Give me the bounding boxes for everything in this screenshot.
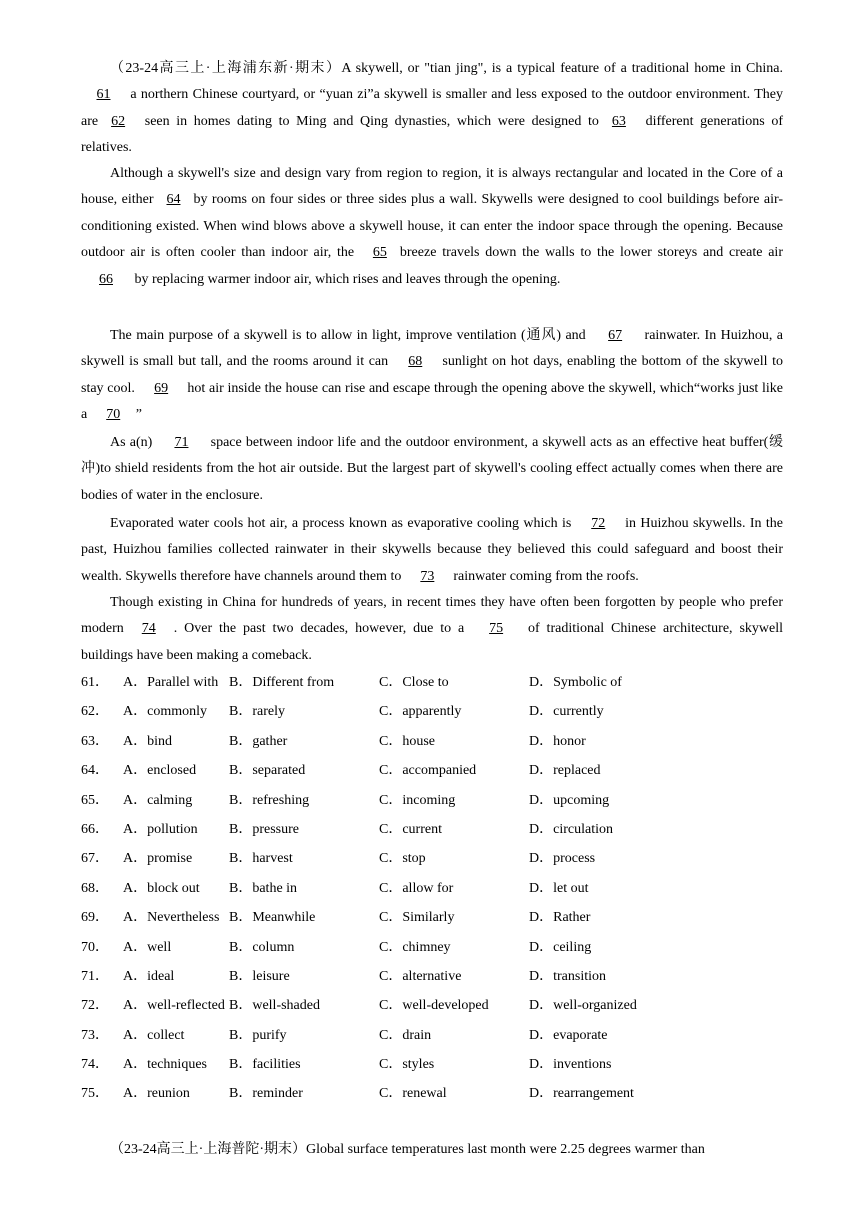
question-number: 65． [81,792,109,808]
text-run: Although a skywell's size and design vary from region to region, it is always rectangular and located in the Core of a house, either [81,166,783,208]
option-row-65 [81,791,783,820]
option-d: D．currently [529,704,604,720]
option-row-63 [81,732,783,761]
option-c: C．renewal [379,1086,447,1102]
text-run: Evaporated water cools hot air, a process known as evaporative cooling which is [110,516,576,531]
blank-67: 67 [608,328,623,343]
question-number: 63． [81,733,109,749]
option-row-64 [81,761,783,790]
blank-61: 61 [96,87,111,103]
question-number: 68． [81,880,109,896]
text-run: by replacing warmer indoor air, which rises and leaves through the opening. [131,271,561,287]
option-c: C．stop [379,851,426,867]
option-b: B．bathe in [229,880,298,896]
text-run: ” [135,407,142,423]
option-c: C．styles [379,1057,435,1073]
option-d: D．evaporate [529,1027,608,1043]
text-run: rainwater. In Huizhou, a skywell is small but tall, and the rooms around it can [81,328,783,370]
blank-72: 72 [591,516,606,531]
blank-70: 70 [106,407,121,423]
paragraph-5 [81,511,783,590]
option-d: D．Rather [529,910,591,926]
option-b: B．Different from [229,675,335,690]
option-row-62 [81,702,783,731]
option-d: D．transition [529,968,606,984]
option-a: A．techniques [123,1057,207,1073]
option-c: C．Close to [379,675,449,690]
answer-options [81,673,783,1114]
text-run: of traditional Chinese architecture, skywell buildings have been making a comeback. [81,621,783,663]
option-d: D．circulation [529,821,613,837]
option-row-70 [81,938,783,967]
option-c: C．allow for [379,880,454,896]
option-a: A．bind [123,733,172,749]
option-b: B．pressure [229,821,299,837]
question-number: 70． [81,939,109,955]
question-number: 74． [81,1057,109,1073]
option-row-74 [81,1055,783,1084]
option-d: D．ceiling [529,939,592,955]
option-row-73 [81,1026,783,1055]
question-number: 75． [81,1086,109,1102]
question-number: 72． [81,998,109,1014]
option-a: A．collect [123,1027,185,1043]
option-d: D．honor [529,733,586,749]
option-c: C．current [379,821,442,837]
option-row-66 [81,820,783,849]
text-run: As a(n) [110,435,157,450]
option-b: B．column [229,939,295,955]
option-a: A．enclosed [123,763,197,779]
text-run: breeze travels down the walls to the lower storeys and create air [399,245,783,261]
text-run: rainwater coming from the roofs. [449,568,639,584]
option-row-71 [81,967,783,996]
paragraph-6 [81,590,783,669]
question-number: 64． [81,763,109,779]
blank-66: 66 [99,271,113,287]
option-a: A．reunion [123,1086,190,1102]
option-b: B．purify [229,1027,287,1043]
option-a: A．Nevertheless [123,910,220,926]
option-c: C．alternative [379,968,462,984]
text-run: A skywell, or "tian jing", is a typical feature of a traditional home in China. [341,61,783,76]
option-c: C．apparently [379,704,462,720]
question-number: 67． [81,851,109,867]
option-b: B．harvest [229,851,293,867]
source-tag: （23-24高三上·上海浦东新·期末） [110,61,342,76]
option-a: A．Parallel with [123,675,219,690]
option-a: A．ideal [123,968,175,984]
option-c: C．drain [379,1027,432,1043]
blank-64: 64 [166,192,181,208]
question-number: 61． [81,675,109,690]
text-run: different generations of relatives. [81,113,783,156]
option-b: B．well-shaded [229,998,320,1014]
option-d: D．let out [529,880,589,896]
option-row-68 [81,879,783,908]
blank-71: 71 [174,435,189,450]
blank-74: 74 [141,621,156,637]
blank-62: 62 [111,113,126,129]
option-b: B．leisure [229,968,290,984]
option-d: D．Symbolic of [529,675,622,690]
paragraph-3 [81,323,783,429]
question-number: 62． [81,704,109,720]
option-c: C．accompanied [379,763,477,779]
option-d: D．well-organized [529,998,637,1014]
option-b: B．gather [229,733,288,749]
blank-68: 68 [408,354,423,370]
blank-73: 73 [420,568,435,584]
question-number: 66． [81,821,109,837]
option-c: C．Similarly [379,910,455,926]
option-d: D．inventions [529,1057,612,1073]
option-b: B．refreshing [229,792,310,808]
blank-65: 65 [372,245,387,261]
option-row-61 [81,673,783,702]
text-run: hot air inside the house can rise and escape through the opening above the skywell, which“works just like a [81,380,784,423]
option-d: D．replaced [529,763,601,779]
option-c: C．house [379,733,435,749]
paragraph-1 [81,56,783,162]
option-c: C．chimney [379,939,451,955]
text-run: Though existing in China for hundreds of years, in recent times they have often been forgotten by people who prefer modern [81,595,783,637]
paragraph-2 [81,161,783,293]
text-run: space between indoor life and the outdoor environment, a skywell acts as an effective heat buffer(缓冲)to shield residents from the hot air outside. But the largest part of skywell's cooling effect actually comes when there are bodies of water in the enclosure. [81,435,783,503]
option-b: B．facilities [229,1057,301,1073]
option-b: B．Meanwhile [229,910,316,926]
text-run: by rooms on four sides or three sides plus a wall. Skywells were designed to cool buildings before air-conditioning existed. When wind blows above a skywell house, it can enter the indoor space through the opening. Because outdoor air is often cooler than indoor air, the [81,192,784,261]
option-row-69 [81,908,783,937]
text-run: . Over the past two decades, however, due to a [173,621,472,637]
option-a: A．well-reflected [123,998,225,1014]
option-a: A．promise [123,851,193,867]
text-run: sunlight on hot days, enabling the bottom of the skywell to stay cool. [81,354,783,396]
option-a: A．well [123,939,172,955]
option-b: B．separated [229,763,306,779]
option-b: B．rarely [229,704,285,720]
option-a: A．calming [123,792,193,808]
question-number: 73． [81,1027,109,1043]
option-a: A．commonly [123,704,207,720]
blank-75: 75 [489,621,504,637]
option-row-67 [81,849,783,878]
option-c: C．well-developed [379,998,489,1014]
blank-69: 69 [154,380,169,396]
option-d: D．rearrangement [529,1086,634,1102]
text-run: in Huizhou skywells. In the past, Huizhou families collected rainwater in their skywells because they believed this could safeguard and boost their wealth. Skywells therefore have channels around them to [81,516,784,584]
text-run: The main purpose of a skywell is to allow in light, improve ventilation (通风) and [110,328,591,343]
option-row-75 [81,1084,783,1113]
option-a: A．block out [123,880,200,896]
option-row-72 [81,996,783,1025]
text-run: a northern Chinese courtyard, or “yuan zi”a skywell is smaller and less exposed to the outdoor environment. They are [81,87,783,129]
source-tag: （23-24高三上·上海普陀·期末） [110,1142,306,1157]
paragraph-next-passage [81,1137,705,1163]
option-b: B．reminder [229,1086,303,1102]
question-number: 71． [81,968,109,984]
option-c: C．incoming [379,792,456,808]
blank-63: 63 [611,113,626,129]
option-a: A．pollution [123,821,198,837]
question-number: 69． [81,910,109,926]
text-run: Global surface temperatures last month were 2.25 degrees warmer than [306,1142,705,1157]
text-run: seen in homes dating to Ming and Qing dynasties, which were designed to [138,113,599,129]
paragraph-4 [81,430,783,509]
option-d: D．process [529,851,596,867]
option-d: D．upcoming [529,792,610,808]
